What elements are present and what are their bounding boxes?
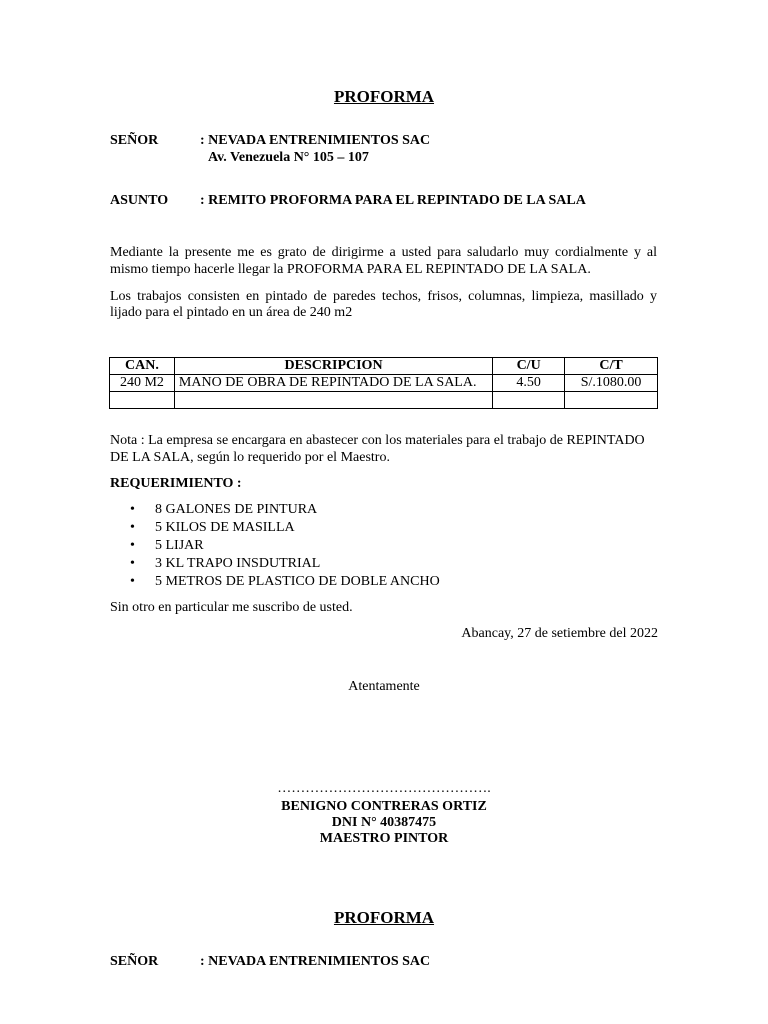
cell-ct: S/.1080.00 bbox=[565, 375, 658, 392]
header-descripcion: DESCRIPCION bbox=[174, 358, 492, 375]
header-can: CAN. bbox=[110, 358, 175, 375]
page-title: PROFORMA bbox=[333, 87, 435, 106]
paragraph-work-line1: Los trabajos consisten en pintado de paredes techos, frisos, columnas, limpieza, masillado y bbox=[110, 289, 657, 304]
cell-can: 240 M2 bbox=[110, 375, 175, 392]
bullet-icon: • bbox=[130, 502, 135, 517]
bullet-icon: • bbox=[130, 574, 135, 589]
requirements-list bbox=[110, 501, 440, 591]
closing-text: Sin otro en particular me suscribo de usted. bbox=[110, 600, 353, 615]
page2-senor-label: SEÑOR bbox=[110, 954, 159, 969]
bullet-icon: • bbox=[130, 520, 135, 535]
paragraph-intro-line1: Mediante la presente me es grato de dirigirme a usted para saludarlo muy cordialmente y al bbox=[110, 245, 657, 260]
list-item bbox=[110, 573, 440, 591]
price-table bbox=[109, 357, 658, 409]
paragraph-intro-line2: mismo tiempo hacerle llegar la PROFORMA PARA EL REPINTADO DE LA SALA. bbox=[110, 262, 591, 277]
bullet-icon: • bbox=[130, 538, 135, 553]
asunto-value: : REMITO PROFORMA PARA EL REPINTADO DE LA SALA bbox=[200, 193, 586, 208]
header-ct: C/T bbox=[565, 358, 658, 375]
list-item bbox=[110, 501, 440, 519]
paragraph-work-line2: lijado para el pintado en un área de 240 m2 bbox=[110, 305, 353, 320]
senor-value: : NEVADA ENTRENIMIENTOS SAC bbox=[200, 133, 431, 148]
signer-dni: DNI N° 40387475 bbox=[331, 815, 437, 830]
list-item-text: 3 KL TRAPO INSDUTRIAL bbox=[155, 556, 321, 571]
cell-descripcion bbox=[174, 392, 492, 409]
address: Av. Venezuela N° 105 – 107 bbox=[208, 150, 369, 165]
cell-cu: 4.50 bbox=[493, 375, 565, 392]
signer-role: MAESTRO PINTOR bbox=[319, 831, 449, 846]
requerimiento-label: REQUERIMIENTO : bbox=[110, 476, 242, 491]
atentamente: Atentamente bbox=[348, 679, 420, 694]
page2-senor-value: : NEVADA ENTRENIMIENTOS SAC bbox=[200, 954, 431, 969]
nota-line2: DE LA SALA, según lo requerido por el Maestro. bbox=[110, 450, 390, 465]
senor-label: SEÑOR bbox=[110, 133, 159, 148]
cell-descripcion: MANO DE OBRA DE REPINTADO DE LA SALA. bbox=[174, 375, 492, 392]
signature-dots: ………………………………………. bbox=[277, 781, 491, 796]
list-item bbox=[110, 555, 440, 573]
cell-ct bbox=[565, 392, 658, 409]
list-item bbox=[110, 519, 440, 537]
list-item bbox=[110, 537, 440, 555]
asunto-label: ASUNTO bbox=[110, 193, 169, 208]
list-item-text: 5 KILOS DE MASILLA bbox=[155, 520, 295, 535]
bullet-icon: • bbox=[130, 556, 135, 571]
signer-name: BENIGNO CONTRERAS ORTIZ bbox=[281, 799, 487, 814]
list-item-text: 5 METROS DE PLASTICO DE DOBLE ANCHO bbox=[155, 574, 440, 589]
table-row bbox=[110, 392, 658, 409]
nota-line1: Nota : La empresa se encargara en abastecer con los materiales para el trabajo de REPINTADO bbox=[110, 433, 645, 448]
list-item-text: 5 LIJAR bbox=[155, 538, 204, 553]
cell-can bbox=[110, 392, 175, 409]
table-row bbox=[110, 375, 658, 392]
cell-cu bbox=[493, 392, 565, 409]
header-cu: C/U bbox=[493, 358, 565, 375]
table-header-row bbox=[110, 358, 658, 375]
list-item-text: 8 GALONES DE PINTURA bbox=[155, 502, 318, 517]
page2-title: PROFORMA bbox=[333, 908, 435, 927]
date-line: Abancay, 27 de setiembre del 2022 bbox=[461, 626, 658, 641]
